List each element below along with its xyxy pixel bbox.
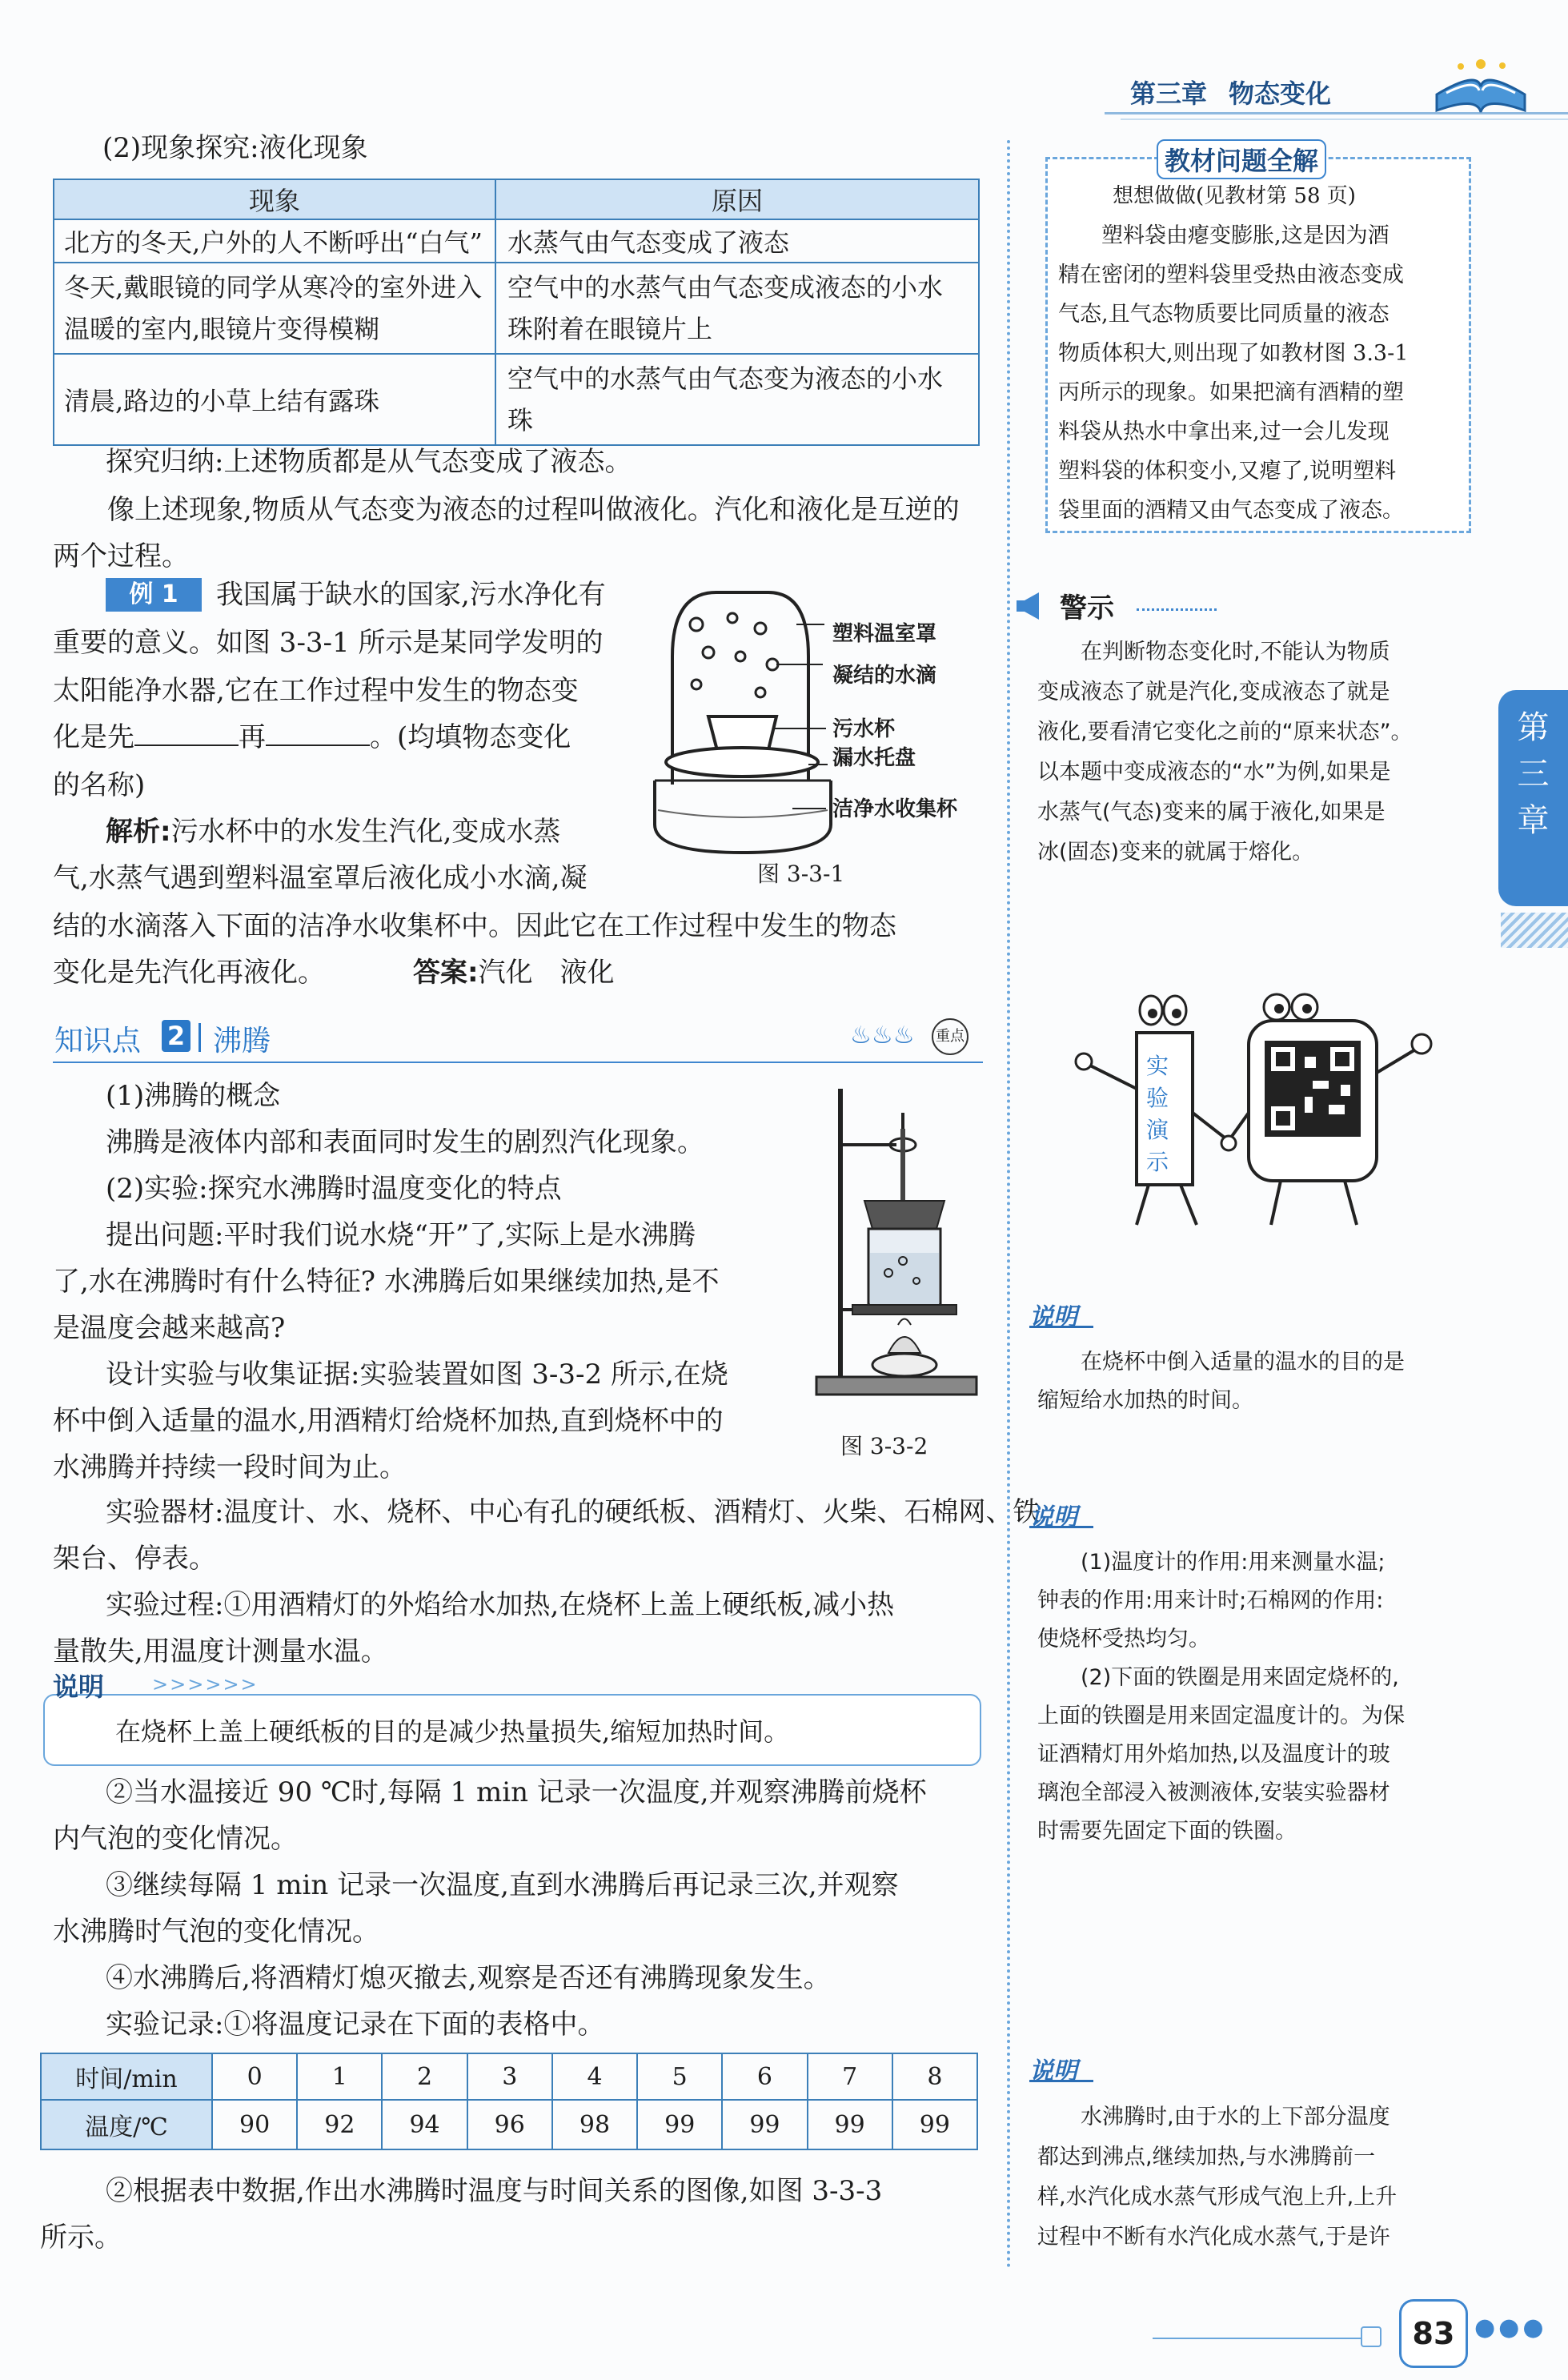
footer-line xyxy=(1153,2338,1361,2339)
footer-square xyxy=(1361,2326,1382,2347)
note-line: 证酒精灯用外焰加热,以及温度计的玻 xyxy=(1037,1742,1390,1767)
knowledge-prefix: 知识点 xyxy=(54,1025,142,1058)
note-line: 过程中不断有水汽化成水蒸气,于是许 xyxy=(1037,2225,1390,2250)
boiling-text: ④水沸腾后,将酒精灯熄灭撤去,观察是否还有沸腾现象发生。 xyxy=(106,1962,831,1994)
footer-dots: ●●● xyxy=(1474,2314,1547,2342)
box-line: 塑料袋由瘪变膨胀,这是因为酒 xyxy=(1101,223,1390,248)
example-text: 重要的意义。如图 3-3-1 所示是某同学发明的 xyxy=(53,627,604,659)
table-cell: 8 xyxy=(892,2053,977,2100)
table-cell: 空气中的水蒸气由气态变为液态的小水珠 xyxy=(495,354,979,445)
experiment-demo-mascot xyxy=(1065,993,1457,1233)
figure-label: 凝结的水滴 xyxy=(832,664,937,688)
chapter-title: 物态变化 xyxy=(1229,78,1332,109)
boiling-text: ②当水温接近 90 ℃时,每隔 1 min 记录一次温度,并观察沸腾前烧杯 xyxy=(106,1776,927,1808)
box-line: 料袋从热水中拿出来,过一会儿发现 xyxy=(1058,419,1390,444)
chapter-label: 第三章 xyxy=(1130,78,1208,109)
note-line: 都达到沸点,继续加热,与水沸腾前一 xyxy=(1037,2145,1376,2169)
temperature-table xyxy=(40,2053,978,2150)
figure-caption: 图 3-3-1 xyxy=(757,861,845,887)
warning-line: 液化,要看清它变化之前的“原来状态”。 xyxy=(1037,720,1413,745)
boiling-text: 设计实验与收集证据:实验装置如图 3-3-2 所示,在烧 xyxy=(106,1359,728,1391)
boiling-text: 了,水在沸腾时有什么特征? 水沸腾后如果继续加热,是不 xyxy=(53,1266,720,1298)
side-tab-char: 第 xyxy=(1517,709,1550,746)
note-text: 在烧杯上盖上硬纸板的目的是减少热量损失,缩短加热时间。 xyxy=(115,1716,790,1747)
boiling-text: 量散失,用温度计测量水温。 xyxy=(53,1635,388,1668)
note-line: 样,水汽化成水蒸气形成气泡上升,上升 xyxy=(1037,2185,1398,2209)
boiling-text: ③继续每隔 1 min 记录一次温度,直到水沸腾后再记录三次,并观察 xyxy=(106,1869,899,1901)
box-line: 丙所示的现象。如果把滴有酒精的塑 xyxy=(1058,380,1404,405)
figure-label: 污水杯 xyxy=(832,717,896,741)
note-line: 在烧杯中倒入适量的温水的目的是 xyxy=(1081,1350,1405,1375)
table-header: 原因 xyxy=(495,179,979,219)
boiling-text: 架台、停表。 xyxy=(53,1543,216,1575)
table-cell: 98 xyxy=(552,2100,637,2149)
table-cell: 北方的冬天,户外的人不断呼出“白气” xyxy=(54,219,495,263)
section-heading: (2)现象探究:液化现象 xyxy=(102,132,368,164)
boiling-text: (2)实验:探究水沸腾时温度变化的特点 xyxy=(106,1173,562,1205)
side-tab-char: 章 xyxy=(1517,802,1550,839)
boiling-text: (1)沸腾的概念 xyxy=(106,1080,281,1112)
table-cell: 水蒸气由气态变成了液态 xyxy=(495,219,979,263)
box-line: 精在密闭的塑料袋里受热由液态变成 xyxy=(1058,263,1404,287)
boiling-text: 内气泡的变化情况。 xyxy=(53,1823,298,1855)
analysis: 结的水滴落入下面的洁净水收集杯中。因此它在工作过程中发生的物态 xyxy=(53,910,896,942)
note-line: (2)下面的铁圈是用来固定烧杯的, xyxy=(1081,1665,1399,1690)
mascot-char: 演 xyxy=(1145,1117,1169,1143)
warning-line: 冰(固态)变来的就属于熔化。 xyxy=(1037,840,1314,865)
example-text: 太阳能净水器,它在工作过程中发生的物态变 xyxy=(53,675,579,707)
table-cell: 96 xyxy=(467,2100,552,2149)
table-cell: 4 xyxy=(552,2053,637,2100)
note-line: 使烧杯受热均匀。 xyxy=(1037,1627,1210,1652)
table-cell: 0 xyxy=(212,2053,297,2100)
key-point-badge: 重点 xyxy=(932,1018,968,1055)
knowledge-heading xyxy=(53,1017,983,1063)
table-cell: 3 xyxy=(467,2053,552,2100)
box-line: 气态,且气态物质要比同质量的液态 xyxy=(1058,302,1390,327)
table-cell: 90 xyxy=(212,2100,297,2149)
boiling-text: 水沸腾并持续一段时间为止。 xyxy=(53,1451,407,1483)
figure-label: 洁净水收集杯 xyxy=(832,797,958,821)
table-cell: 5 xyxy=(637,2053,722,2100)
box-line: 物质体积大,则出现了如教材图 3.3-1 xyxy=(1058,341,1409,366)
table-cell: 清晨,路边的小草上结有露珠 xyxy=(54,354,495,445)
boiling-text: ②根据表中数据,作出水沸腾时温度与时间关系的图像,如图 3-3-3 xyxy=(106,2175,883,2207)
answer-blank xyxy=(266,722,370,746)
knowledge-divider xyxy=(199,1023,201,1052)
boiling-text: 提出问题:平时我们说水烧“开”了,实际上是水沸腾 xyxy=(106,1219,696,1251)
box-line: 袋里面的酒精又由气态变成了液态。 xyxy=(1058,498,1404,523)
warning-underline xyxy=(1137,608,1217,611)
figure-label: 漏水托盘 xyxy=(832,746,916,770)
note-label: 说明 xyxy=(53,1672,105,1702)
figure-caption: 图 3-3-2 xyxy=(840,1433,928,1459)
note-arrows: >>>>>> xyxy=(152,1673,259,1696)
warning-line: 变成液态了就是汽化,变成液态了就是 xyxy=(1037,680,1390,704)
boiling-text: 是温度会越来越高? xyxy=(53,1312,286,1344)
table-cell: 1 xyxy=(297,2053,382,2100)
boiling-text: 所示。 xyxy=(40,2221,122,2254)
analysis: 解析:污水杯中的水发生汽化,变成水蒸 xyxy=(106,816,561,848)
boiling-text: 沸腾是液体内部和表面同时发生的剧烈汽化现象。 xyxy=(106,1126,704,1158)
side-tab-char: 三 xyxy=(1517,756,1550,793)
note-label: 说明 xyxy=(1029,1303,1077,1331)
table-cell: 6 xyxy=(722,2053,807,2100)
table-cell: 99 xyxy=(892,2100,977,2149)
note-label: 说明 xyxy=(1029,1503,1077,1531)
analysis: 气,水蒸气遇到塑料温室罩后液化成小水滴,凝 xyxy=(53,862,587,894)
mascot-char: 实 xyxy=(1145,1053,1169,1079)
flame-icons: ♨♨♨ xyxy=(850,1021,915,1050)
analysis: 变化是先汽化再液化。 答案:汽化 液化 xyxy=(53,957,615,989)
note-line: 缩短给水加热的时间。 xyxy=(1037,1388,1253,1413)
figure-label: 塑料温室罩 xyxy=(832,622,937,646)
table-cell: 92 xyxy=(297,2100,382,2149)
warning-line: 在判断物态变化时,不能认为物质 xyxy=(1081,640,1390,664)
phenomena-table xyxy=(53,179,980,446)
boiling-text: 杯中倒入适量的温水,用酒精灯给烧杯加热,直到烧杯中的 xyxy=(53,1405,724,1437)
page-number: 83 xyxy=(1399,2299,1468,2368)
table-header: 现象 xyxy=(54,179,495,219)
table-cell: 99 xyxy=(637,2100,722,2149)
note-line: 钟表的作用:用来计时;石棉网的作用: xyxy=(1037,1588,1384,1613)
note-line: 上面的铁圈是用来固定温度计的。为保 xyxy=(1037,1704,1405,1728)
warning-title: 警示 xyxy=(1060,592,1114,624)
column-divider xyxy=(1007,140,1010,2270)
mascot-char: 验 xyxy=(1145,1085,1169,1111)
note-underline xyxy=(1029,2080,1093,2082)
note-underline xyxy=(1029,1526,1093,1528)
page-header xyxy=(1073,64,1568,120)
note-line: 时需要先固定下面的铁圈。 xyxy=(1037,1819,1297,1844)
boiling-text: 实验记录:①将温度记录在下面的表格中。 xyxy=(106,2009,605,2041)
example-text: 我国属于缺水的国家,污水净化有 xyxy=(216,579,606,611)
note-underline xyxy=(1029,1326,1093,1328)
table-cell: 空气中的水蒸气由气态变成液态的小水珠附着在眼镜片上 xyxy=(495,263,979,354)
box-subtitle: 想想做做(见教材第 58 页) xyxy=(1113,184,1356,208)
table-cell: 冬天,戴眼镜的同学从寒冷的室外进入温暖的室内,眼镜片变得模糊 xyxy=(54,263,495,354)
knowledge-number: 2 xyxy=(162,1020,190,1052)
boiling-text: 实验器材:温度计、水、烧杯、中心有孔的硬纸板、酒精灯、火柴、石棉网、铁 xyxy=(106,1496,1041,1528)
megaphone-icon xyxy=(1013,589,1045,623)
table-cell: 7 xyxy=(808,2053,892,2100)
warning-line: 以本题中变成液态的“水”为例,如果是 xyxy=(1037,760,1391,785)
note-label: 说明 xyxy=(1029,2057,1077,2085)
boiling-text: 水沸腾时气泡的变化情况。 xyxy=(53,1916,379,1948)
box-line: 塑料袋的体积变小,又瘪了,说明塑料 xyxy=(1058,459,1397,484)
table-cell: 99 xyxy=(722,2100,807,2149)
row-label: 温度/℃ xyxy=(41,2100,212,2149)
answer-blank xyxy=(134,722,239,746)
row-label: 时间/min xyxy=(41,2053,212,2100)
mascot-char: 示 xyxy=(1145,1149,1169,1175)
example-badge: 例 1 xyxy=(106,578,202,612)
table-cell: 94 xyxy=(382,2100,467,2149)
warning-line: 水蒸气(气态)变来的属于液化,如果是 xyxy=(1037,800,1386,825)
example-text: 的名称) xyxy=(53,769,146,801)
table-cell: 99 xyxy=(808,2100,892,2149)
book-icon xyxy=(1429,46,1533,122)
table-cell: 2 xyxy=(382,2053,467,2100)
note-line: 璃泡全部浸入被测液体,安装实验器材 xyxy=(1037,1780,1390,1805)
boiling-apparatus-figure xyxy=(808,1081,985,1409)
conclusion: 探究归纳:上述物质都是从气态变成了液态。 xyxy=(106,446,632,478)
note-line: (1)温度计的作用:用来测量水温; xyxy=(1081,1550,1386,1575)
box-title: 教材问题全解 xyxy=(1157,139,1326,179)
boiling-text: 实验过程:①用酒精灯的外焰给水加热,在烧杯上盖上硬纸板,减小热 xyxy=(106,1589,895,1621)
note-line: 水沸腾时,由于水的上下部分温度 xyxy=(1081,2105,1390,2129)
definition: 像上述现象,物质从气态变为液态的过程叫做液化。汽化和液化是互逆的两个过程。 xyxy=(53,494,960,572)
knowledge-name: 沸腾 xyxy=(213,1025,271,1058)
side-tab-stripes xyxy=(1501,913,1568,948)
example-text: 化是先 再 。(均填物态变化 xyxy=(53,721,571,753)
